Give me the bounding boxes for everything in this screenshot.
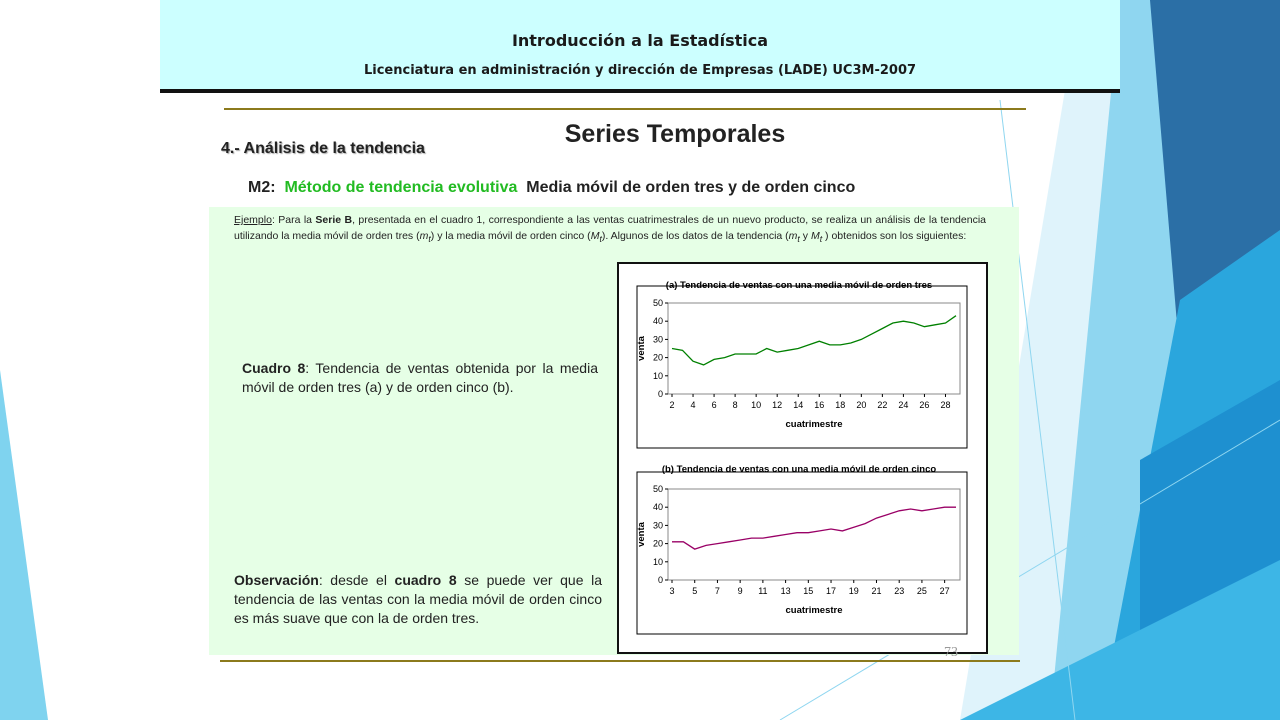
cuadro-caption bbox=[242, 359, 598, 397]
charts-frame bbox=[617, 262, 988, 654]
x-tick-label: 3 bbox=[669, 586, 675, 596]
example-text: : Para la bbox=[271, 214, 316, 226]
header-banner bbox=[160, 0, 1120, 93]
x-tick-label: 24 bbox=[898, 400, 909, 410]
chart-title-1: (a) Tendencia de ventas con una media móvil de orden tres bbox=[665, 280, 933, 291]
x-axis-label: cuatrimestre bbox=[785, 419, 843, 430]
x-tick-label: 20 bbox=[856, 400, 867, 410]
symbol-t: t bbox=[428, 233, 431, 244]
example-paragraph bbox=[234, 213, 986, 247]
y-tick-label: 30 bbox=[652, 334, 663, 345]
symbol-m: m bbox=[419, 229, 429, 242]
example-text: ) y la media móvil de orden cinco ( bbox=[430, 229, 591, 242]
plot-area-2 bbox=[668, 489, 960, 580]
observation-ref: cuadro 8 bbox=[394, 572, 457, 588]
x-tick-label: 14 bbox=[793, 400, 804, 410]
x-tick-label: 27 bbox=[939, 586, 950, 596]
charts-svg bbox=[619, 264, 986, 652]
example-text: ). Algunos de los datos de la tendencia ( bbox=[601, 229, 789, 242]
section-heading: 4.- Análisis de la tendencia bbox=[221, 140, 425, 157]
x-tick-label: 11 bbox=[758, 586, 768, 596]
cuadro-text: : Tendencia de ventas obtenida por la media móvil de orden tres (a) y de orden cinco (b). bbox=[242, 360, 598, 395]
plot-area-1 bbox=[668, 303, 960, 394]
symbol-t: t bbox=[599, 233, 602, 244]
header-title: Introducción a la Estadística bbox=[511, 31, 769, 50]
symbol-M: M bbox=[810, 229, 820, 242]
method-line bbox=[248, 179, 855, 197]
x-tick-label: 10 bbox=[751, 400, 762, 410]
y-tick-label: 40 bbox=[652, 502, 663, 513]
y-tick-label: 40 bbox=[652, 316, 663, 327]
observation-label: Observación bbox=[234, 572, 319, 588]
example-text: , presentada en el cuadro 1, correspondiente a las ventas cuatrimestrales de un nuevo producto, se realiza un análisis de la tendencia utilizando la media móvil de orden tres ( bbox=[234, 214, 986, 242]
x-tick-label: 17 bbox=[826, 586, 837, 596]
x-tick-label: 12 bbox=[772, 400, 783, 410]
y-tick-label: 30 bbox=[652, 520, 663, 531]
example-label: Ejemplo bbox=[234, 214, 272, 226]
method-detail: Media móvil de orden tres y de orden cinco bbox=[526, 179, 856, 196]
observation-text: : desde el bbox=[318, 572, 395, 588]
symbol-M: M bbox=[590, 229, 600, 242]
bottom-divider bbox=[220, 660, 1020, 662]
x-tick-label: 16 bbox=[814, 400, 825, 410]
x-tick-label: 15 bbox=[803, 586, 814, 596]
example-text: ) obtenidos son los siguientes: bbox=[822, 229, 967, 242]
cuadro-label: Cuadro 8 bbox=[242, 360, 306, 376]
method-name: Método de tendencia evolutiva bbox=[284, 179, 518, 196]
y-axis-label: venta bbox=[636, 336, 647, 361]
serie-b: Serie B bbox=[315, 214, 353, 226]
observation-paragraph bbox=[234, 571, 602, 628]
x-tick-label: 9 bbox=[737, 586, 743, 596]
x-tick-label: 19 bbox=[848, 586, 859, 596]
y-tick-label: 20 bbox=[652, 352, 663, 363]
x-tick-label: 18 bbox=[835, 400, 846, 410]
x-tick-label: 25 bbox=[916, 586, 927, 596]
x-tick-label: 8 bbox=[732, 400, 738, 410]
observation-text: se puede ver que la tendencia de las ventas con la media móvil de orden cinco es más suave que con la de orden tres. bbox=[234, 572, 602, 626]
x-tick-label: 28 bbox=[940, 400, 951, 410]
page-number: 73 bbox=[944, 645, 958, 660]
x-tick-label: 7 bbox=[714, 586, 720, 596]
x-tick-label: 26 bbox=[919, 400, 930, 410]
x-tick-label: 21 bbox=[871, 586, 882, 596]
y-tick-label: 10 bbox=[652, 556, 663, 567]
x-tick-label: 6 bbox=[711, 400, 717, 410]
x-tick-label: 5 bbox=[692, 586, 698, 596]
example-text: y bbox=[799, 229, 811, 242]
symbol-t: t bbox=[797, 233, 800, 244]
y-tick-label: 0 bbox=[657, 575, 663, 585]
top-divider bbox=[224, 108, 1026, 110]
y-tick-label: 10 bbox=[652, 370, 663, 381]
slide-title: Series Temporales bbox=[564, 120, 786, 148]
x-axis-label: cuatrimestre bbox=[785, 605, 843, 616]
header-subtitle: Licenciatura en administración y dirección de Empresas (LADE) UC3M-2007 bbox=[363, 63, 917, 78]
y-tick-label: 50 bbox=[652, 298, 663, 308]
x-tick-label: 2 bbox=[669, 400, 675, 410]
y-axis-label: venta bbox=[636, 522, 647, 547]
y-tick-label: 0 bbox=[657, 389, 663, 399]
symbol-m: m bbox=[788, 229, 798, 242]
method-prefix: M2: bbox=[248, 179, 276, 196]
symbol-t: t bbox=[819, 233, 823, 244]
chart-title-2: (b) Tendencia de ventas con una media móvil de orden cinco bbox=[661, 464, 937, 475]
y-tick-label: 50 bbox=[652, 484, 663, 494]
x-tick-label: 23 bbox=[894, 586, 905, 596]
x-tick-label: 4 bbox=[690, 400, 696, 410]
x-tick-label: 13 bbox=[780, 586, 791, 596]
y-tick-label: 20 bbox=[652, 538, 663, 549]
x-tick-label: 22 bbox=[877, 400, 888, 410]
